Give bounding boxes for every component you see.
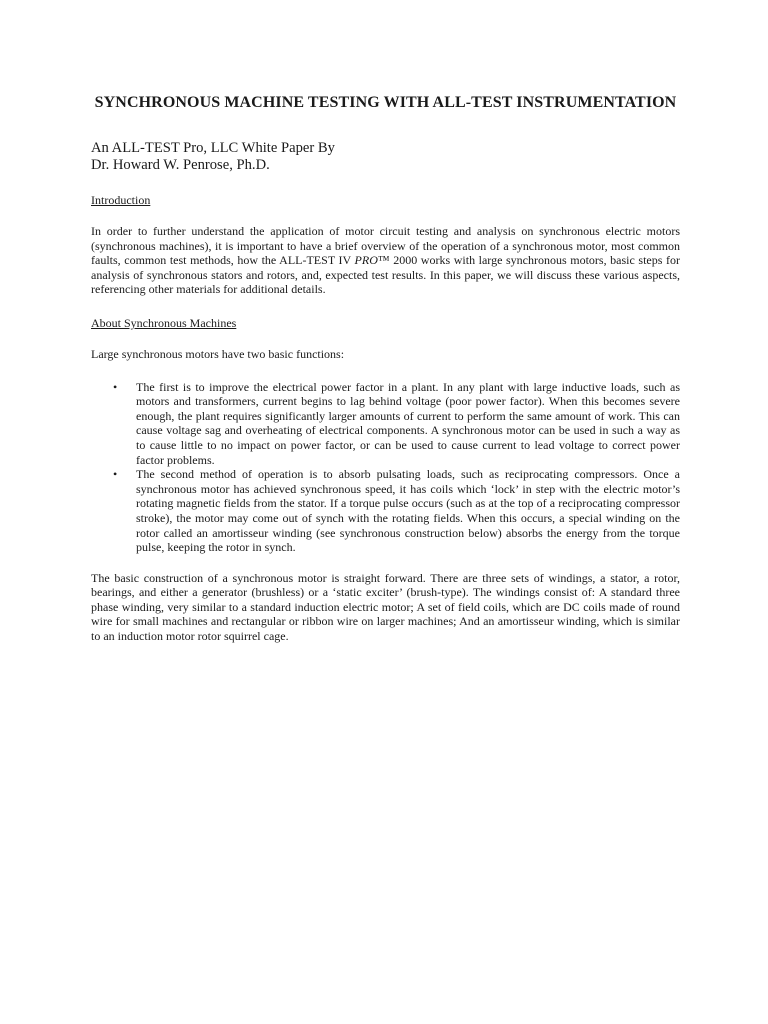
bullet-icon: • <box>113 467 118 482</box>
about-heading: About Synchronous Machines <box>91 315 237 330</box>
construction-paragraph: The basic construction of a synchronous motor is straight forward. There are three sets of windings, a stator, a rotor, bearings, and either a generator (brushless) or a ‘static exciter’ (brush-type). The windings consist of: A standard three phase winding, very similar to a standard induction electric motor; A set of field coils, which are DC coils made of round wire for small machines and rectangular or ribbon wire on larger machines; And an amortisseur winding, which is similar to an induction motor rotor squirrel cage. <box>91 570 680 644</box>
byline-publisher: An ALL-TEST Pro, LLC White Paper By <box>91 140 335 156</box>
byline-author: Dr. Howard W. Penrose, Ph.D. <box>91 157 270 173</box>
byline <box>91 140 680 174</box>
list-item-text: The first is to improve the electrical power factor in a plant. In any plant with large inductive loads, such as motors and transformers, current begins to lag behind voltage (poor power factor). When this becomes severe enough, the plant requires significantly larger amounts of current to perform the same amount of work. This can cause voltage sag and overheating of electrical components. A synchronous motor can be used in such a way as to cause little to no impact on power factor, or can be used to cause current to lead voltage to correct power factor problems. <box>136 379 680 467</box>
functions-list <box>91 380 680 555</box>
introduction-heading: Introduction <box>91 193 151 207</box>
bullet-icon: • <box>113 379 118 394</box>
list-item <box>91 467 680 555</box>
trademark-symbol: ™ <box>377 253 390 268</box>
introduction-text-part2: 2000 works with large synchronous motors, basic steps for analysis of synchronous stators and rotors, and, expected test results. In this paper, we will discuss these various aspects, referencing other materials for additional details. <box>91 253 680 297</box>
list-item-text: The second method of operation is to absorb pulsating loads, such as reciprocating compressors. Once a synchronous motor has achieved synchronous speed, it has coils which ‘lock’ in step with the electric motor’s rotating magnetic fields from the stator. If a torque pulse occurs (such as at the top of a reciprocating compressor stroke), the motor may come out of synch with the rotating fields. When this occurs, a special winding on the rotor called an amortisseur winding (see synchronous construction below) absorbs the energy from the torque pulse, keeping the rotor in synch. <box>136 467 680 555</box>
introduction-text-part1: In order to further understand the application of motor circuit testing and analysis on synchronous electric motors (synchronous machines), it is important to have a brief overview of the operation of a synchronous motor, most common faults, common test methods, how the ALL-TEST IV <box>91 224 680 268</box>
page-title: SYNCHRONOUS MACHINE TESTING WITH ALL-TEST INSTRUMENTATION <box>94 94 677 111</box>
introduction-paragraph <box>91 224 680 297</box>
introduction-pro-italic: PRO <box>354 253 378 268</box>
list-item <box>91 380 680 468</box>
about-intro: Large synchronous motors have two basic functions: <box>91 346 345 361</box>
